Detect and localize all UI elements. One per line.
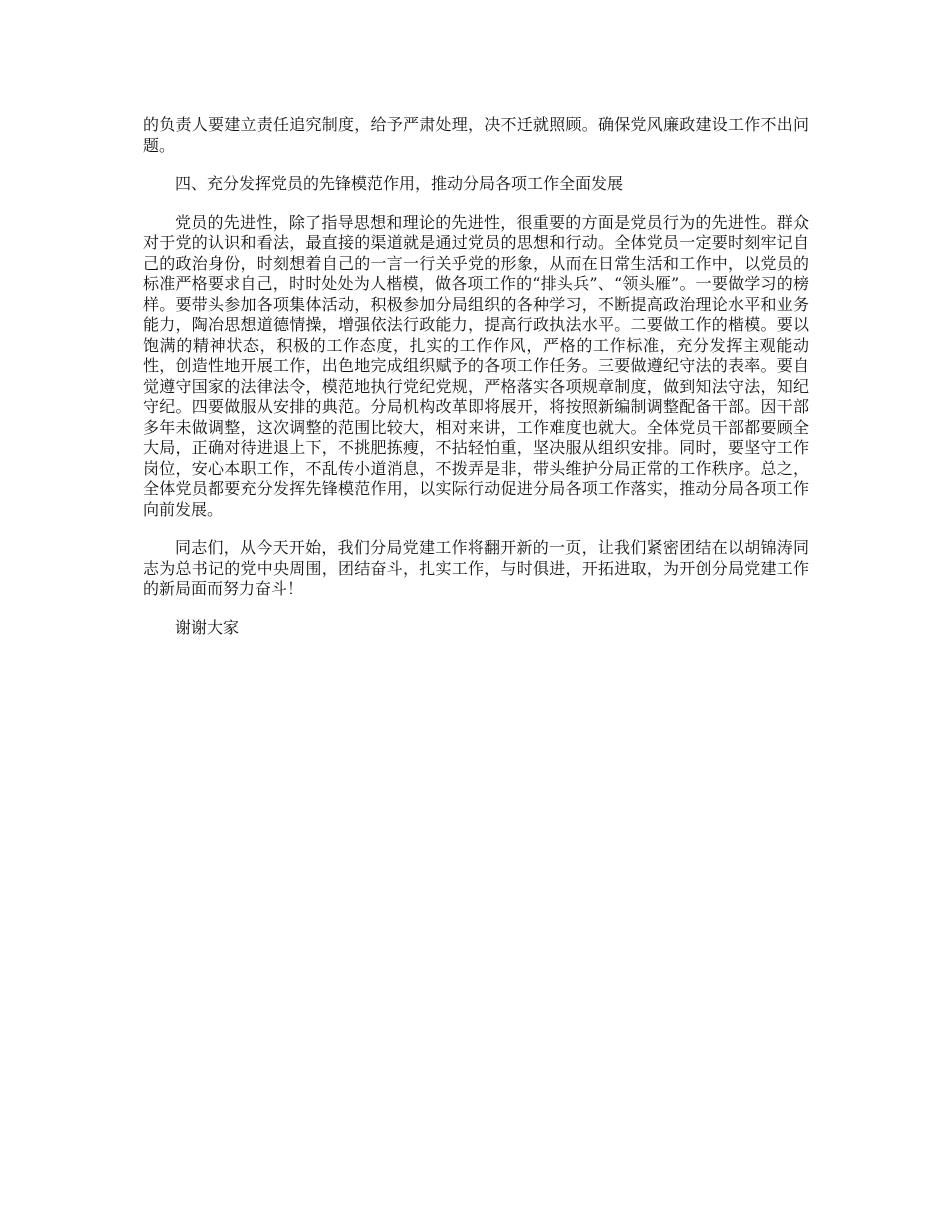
paragraph-thanks: 谢谢大家 — [175, 617, 240, 637]
section-heading-four: 四、充分发挥党员的先锋模范作用，推动分局各项工作全面发展 — [175, 174, 624, 193]
paragraph-continuation: 的负责人要建立责任追究制度，给予严肃处理，决不迁就照顾。确保党风廉政建设工作不出问题。 — [143, 115, 809, 155]
paragraph-closing-call: 同志们，从今天开始，我们分局党建工作将翻开新的一页，让我们紧密团结在以胡锦涛同志为总书记的党中央周围，团结奋斗，扎实工作，与时俱进，开拓进取，为开创分局党建工作的新局面而努力奋斗！ — [143, 538, 809, 598]
paragraph-party-member-role: 党员的先进性，除了指导思想和理论的先进性，很重要的方面是党员行为的先进性。群众对于党的认识和看法，最直接的渠道就是通过党员的思想和行动。全体党员一定要时刻牢记自己的政治身份，时刻想着自己的一言一行关乎党的形象，从而在日常生活和工作中，以党员的标准严格要求自己，时时处处为人楷模，做各项工作的“排头兵”、“领头雁”。一要做学习的榜样。要带头参加各项集体活动，积极参加分局组织的各种学习，不断提高政治理论水平和业务能力，陶冶思想道德情操，增强依法行政能力，提高行政执法水平。二要做工作的楷模。要以饱满的精神状态，积极的工作态度，扎实的工作作风，严格的工作标准，充分发挥主观能动性，创造性地开展工作，出色地完成组织赋予的各项工作任务。三要做遵纪守法的表率。要自觉遵守国家的法律法令，模范地执行党纪党规，严格落实各项规章制度，做到知法守法，知纪守纪。四要做服从安排的典范。分局机构改革即将展开，将按照新编制调整配备干部。因干部多年未做调整，这次调整的范围比较大，相对来讲，工作难度也就大。全体党员干部都要顾全大局，正确对待进退上下，不挑肥拣瘦，不拈轻怕重，坚决服从组织安排。同时，要坚守工作岗位，安心本职工作，不乱传小道消息，不拨弄是非，带头维护分局正常的工作秩序。总之，全体党员都要充分发挥先锋模范作用，以实际行动促进分局各项工作落实，推动分局各项工作向前发展。 — [143, 212, 809, 519]
document-body — [143, 115, 809, 656]
